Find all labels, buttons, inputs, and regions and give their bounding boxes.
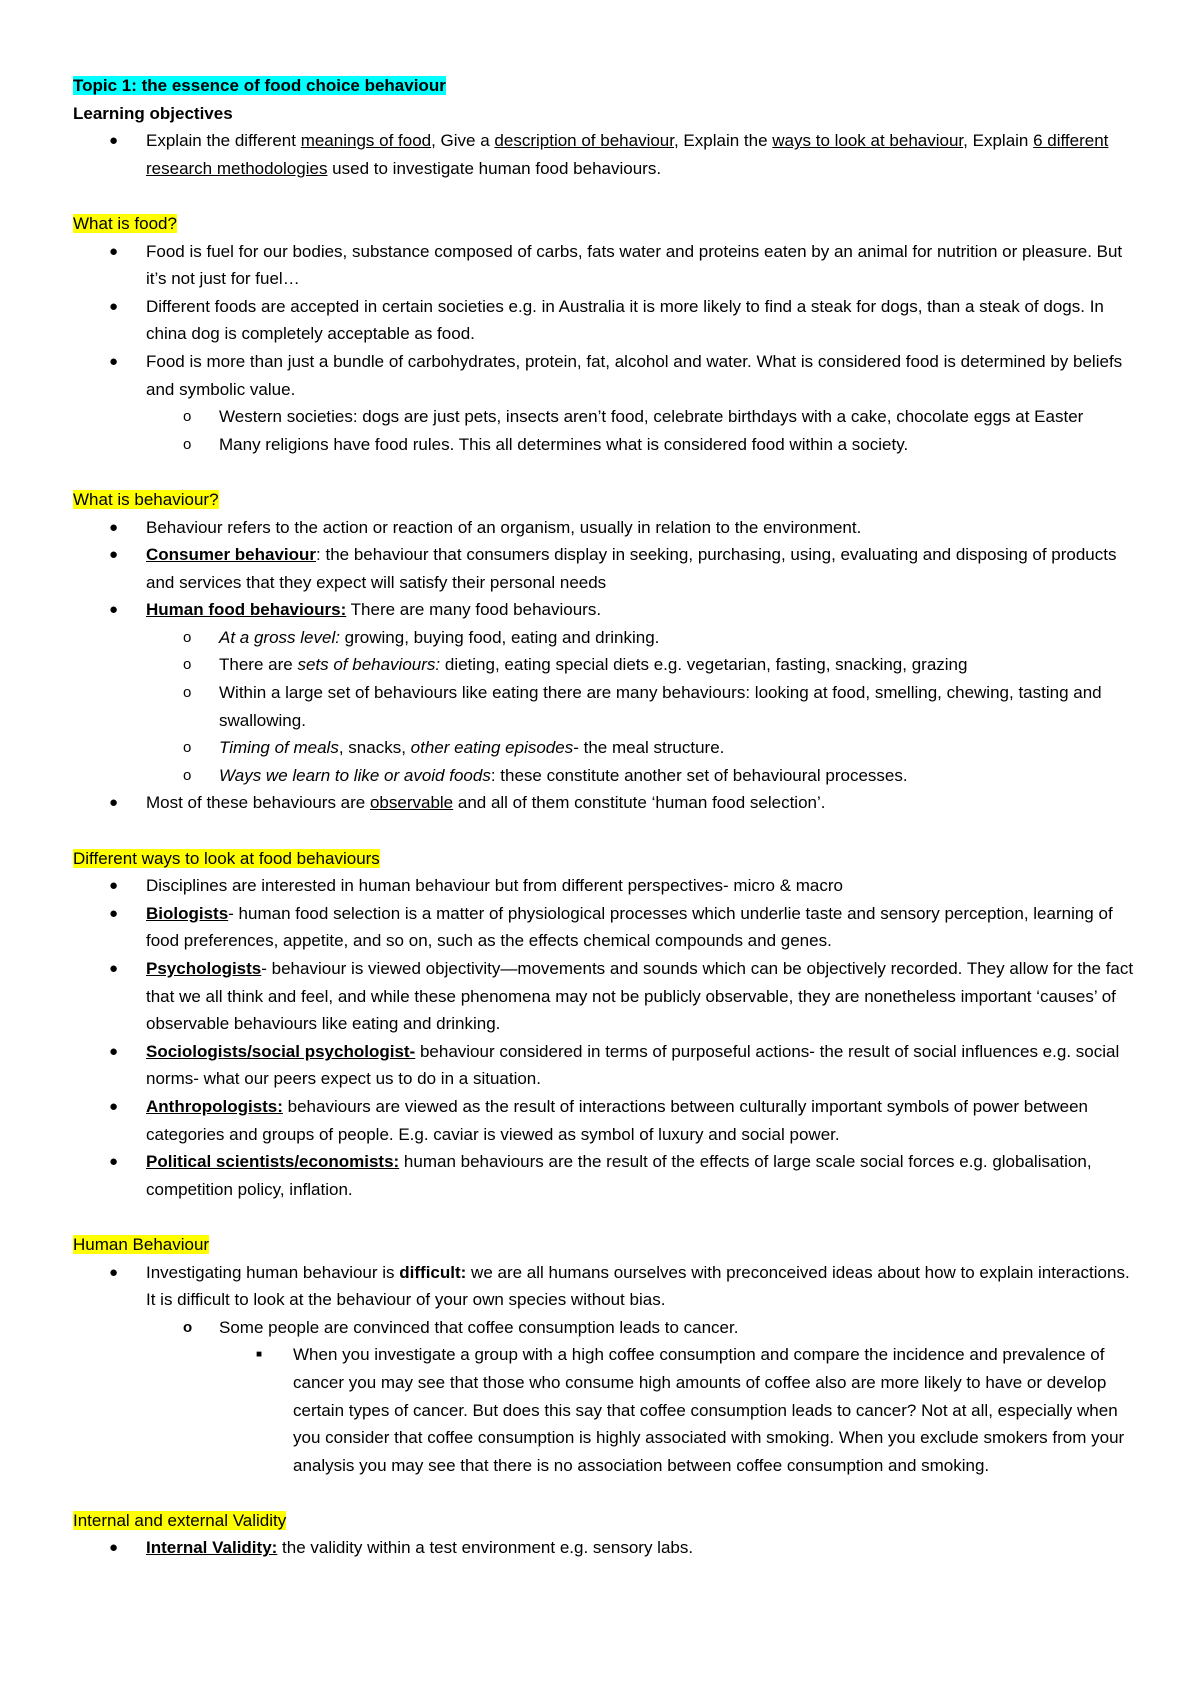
term: Internal Validity:	[146, 1538, 278, 1558]
list-item	[73, 1259, 1143, 1314]
text-run: Food is more than just a bundle of carbohydrates, protein, fat, alcohol and water. What is considered food is determined by beliefs and symbolic value.	[146, 351, 1123, 399]
text-run: Many religions have food rules. This all determines what is considered food within a society.	[219, 434, 909, 454]
term: Anthropologists:	[146, 1096, 283, 1116]
behaviour-list	[73, 514, 1143, 818]
underlined-text: 6 different research methodologies	[146, 131, 1109, 178]
underlined-text: meanings of food	[300, 131, 432, 151]
list-item	[73, 431, 1143, 459]
circle-bullet-icon: o	[183, 766, 192, 784]
bullet-icon: ●	[109, 877, 119, 895]
list-item	[73, 596, 1143, 624]
bullet-icon: ●	[109, 1539, 119, 1557]
food-list	[73, 238, 1143, 459]
text-run: Behaviour refers to the action or reaction of an organism, usually in relation to the environment.	[146, 517, 862, 537]
section-heading-food	[73, 210, 1143, 238]
italic-text: Ways we learn to like or avoid foods	[219, 765, 491, 785]
spacer	[73, 182, 1143, 210]
text-run: - the meal structure.	[573, 738, 725, 758]
text-run: , snacks,	[338, 738, 411, 758]
bullet-icon: ●	[109, 1263, 119, 1281]
topic-heading	[73, 72, 1143, 100]
underlined-text: ways to look at behaviour	[772, 131, 964, 151]
square-bullet-icon: ■	[256, 1349, 263, 1361]
list-item	[73, 1038, 1143, 1093]
spacer	[73, 458, 1143, 486]
bullet-icon: ●	[109, 546, 119, 564]
human-list	[73, 1259, 1143, 1480]
learning-objectives-heading: Learning objectives	[73, 103, 233, 123]
text-run: growing, buying food, eating and drinking.	[339, 627, 660, 647]
list-item	[73, 403, 1143, 431]
document-page	[73, 72, 1143, 1562]
list-item	[73, 1341, 1143, 1479]
text-run: behaviour considered in terms of purposeful actions- the result of social influences e.g. social norms- what our peers expect us to do in a situation.	[146, 1041, 1120, 1089]
circle-bullet-icon: o	[183, 684, 192, 702]
bullet-icon: ●	[109, 601, 119, 619]
bullet-icon: ●	[109, 297, 119, 315]
text-run: human behaviours are the result of the effects of large scale social forces e.g. globalisation, competition policy, inflation.	[146, 1152, 1092, 1199]
text-run: Most of these behaviours are	[146, 793, 370, 813]
italic-text: Timing of meals	[219, 738, 339, 758]
text-run: behaviours are viewed as the result of interactions between culturally important symbols of power between categories and groups of people. E.g. caviar is viewed as symbol of luxury and social power.	[146, 1096, 1089, 1144]
list-item	[73, 1534, 1143, 1562]
text-run: When you investigate a group with a high coffee consumption and compare the incidence and prevalence of cancer you may see that those who consume high amounts of coffee also are more likely to have or develop certain types of cancer. But does this say that coffee consumption leads to cancer? Not at all, especially when you consider that coffee consumption is highly associated with smoking. When you exclude smokers from your analysis you may see that there is no association between coffee consumption and smoking.	[293, 1345, 1125, 1475]
list-item	[73, 651, 1143, 679]
text-run: : the behaviour that consumers display in seeking, purchasing, using, evaluating and disposing of products and services that they expect will satisfy their personal needs	[146, 545, 1117, 592]
text-run: Investigating human behaviour is	[146, 1262, 400, 1282]
text-run: Food is fuel for our bodies, substance composed of carbs, fats water and proteins eaten by an animal for nutrition or pleasure. But it’s not just for fuel…	[146, 241, 1123, 289]
text-run: and all of them constitute ‘human food selection’.	[453, 793, 826, 813]
text-run: , Give a	[431, 131, 495, 151]
circle-bullet-icon: o	[183, 739, 192, 757]
term: Consumer behaviour	[146, 545, 317, 565]
ways-list	[73, 872, 1143, 1203]
section-heading-ways	[73, 845, 1143, 873]
circle-bullet-icon: o	[183, 656, 192, 674]
section-heading-text: What is behaviour?	[73, 489, 219, 509]
list-item	[73, 1314, 1143, 1342]
bullet-icon: ●	[109, 132, 119, 150]
bullet-icon: ●	[109, 1097, 119, 1115]
term: Human food behaviours:	[146, 600, 347, 620]
italic-text: At a gross level:	[219, 627, 340, 647]
bullet-icon: ●	[109, 352, 119, 370]
text-run: Explain the different	[146, 131, 301, 151]
list-item	[73, 624, 1143, 652]
term: Sociologists/social psychologist-	[146, 1041, 416, 1061]
list-item	[73, 514, 1143, 542]
bullet-icon: ●	[109, 960, 119, 977]
italic-text: other eating episodes	[410, 738, 574, 758]
circle-bullet-icon: o	[183, 1318, 193, 1336]
section-heading-behaviour	[73, 486, 1143, 514]
circle-bullet-icon: o	[183, 435, 192, 453]
circle-bullet-icon: o	[183, 408, 192, 426]
list-item	[73, 541, 1143, 596]
term: Political scientists/economists:	[146, 1152, 400, 1172]
list-item	[73, 348, 1143, 403]
learning-objectives-list	[73, 127, 1143, 182]
text-run: dieting, eating special diets e.g. vegetarian, fasting, snacking, grazing	[440, 655, 968, 675]
bullet-icon: ●	[109, 1042, 119, 1060]
list-item	[73, 955, 1143, 1038]
underlined-text: description of behaviour	[494, 131, 674, 151]
list-item	[73, 679, 1143, 734]
validity-list	[73, 1534, 1143, 1562]
bullet-icon: ●	[109, 794, 119, 812]
list-item	[73, 872, 1143, 900]
bullet-icon: ●	[109, 1153, 119, 1171]
term: Biologists	[146, 903, 229, 923]
list-item	[73, 900, 1143, 955]
text-run: , Explain	[963, 131, 1034, 151]
text-run: used to investigate human food behaviours.	[327, 158, 662, 178]
list-item	[73, 127, 1143, 182]
list-item	[73, 1093, 1143, 1148]
bold-text: difficult:	[399, 1262, 467, 1282]
circle-bullet-icon: o	[183, 628, 192, 646]
text-run: There are	[219, 655, 298, 675]
italic-text: sets of behaviours:	[297, 655, 441, 675]
list-item	[73, 789, 1143, 817]
bullet-icon: ●	[109, 904, 119, 922]
spacer	[73, 817, 1143, 845]
topic-heading-text: Topic 1: the essence of food choice behaviour	[73, 76, 446, 95]
section-heading-text: Different ways to look at food behaviours	[73, 848, 380, 868]
section-heading-text: What is food?	[73, 213, 177, 233]
text-run: Western societies: dogs are just pets, insects aren’t food, celebrate birthdays with a cake, chocolate eggs at Easter	[219, 407, 1084, 427]
spacer	[73, 1203, 1143, 1231]
bullet-icon: ●	[109, 242, 119, 260]
text-run: Disciplines are interested in human behaviour but from different perspectives- micro & macro	[146, 876, 843, 896]
list-item	[73, 293, 1143, 348]
text-run: we are all humans ourselves with preconceived ideas about how to explain interactions. It is difficult to look at the behaviour of your own species without bias.	[146, 1262, 1130, 1310]
text-run: , Explain the	[673, 131, 773, 151]
text-run: There are many food behaviours.	[346, 600, 602, 620]
text-run: - human food selection is a matter of physiological processes which underlie taste and sensory perception, learning of food preferences, appetite, and so on, such as the effects chemical compounds and genes.	[146, 903, 1113, 951]
section-heading-human	[73, 1231, 1143, 1259]
text-run: the validity within a test environment e.g. sensory labs.	[277, 1538, 694, 1558]
text-run: - behaviour is viewed objectivity—movements and sounds which can be objectively recorded. They allow for the fact that we all think and feel, and while these phenomena may not be publicly observable, they are nonetheless important ‘causes’ of observable behaviours like eating and drinking.	[146, 959, 1134, 1034]
list-item	[73, 1148, 1143, 1203]
section-heading-text: Human Behaviour	[73, 1234, 210, 1254]
text-run: Some people are convinced that coffee consumption leads to cancer.	[219, 1317, 739, 1337]
bullet-icon: ●	[109, 518, 119, 536]
section-heading-validity	[73, 1507, 1143, 1535]
section-heading-text: Internal and external Validity	[73, 1510, 287, 1530]
term: Psychologists	[146, 959, 262, 978]
list-item	[73, 734, 1143, 762]
list-item	[73, 238, 1143, 293]
list-item	[73, 762, 1143, 790]
text-run: Different foods are accepted in certain societies e.g. in Australia it is more likely to find a steak for dogs, than a steak of dogs. In china dog is completely acceptable as food.	[146, 296, 1104, 344]
spacer	[73, 1479, 1143, 1507]
text-run: Within a large set of behaviours like eating there are many behaviours: looking at food, smelling, chewing, tasting and swallowing.	[219, 683, 1102, 730]
underlined-text: observable	[369, 793, 454, 813]
text-run: : these constitute another set of behavioural processes.	[490, 765, 908, 785]
